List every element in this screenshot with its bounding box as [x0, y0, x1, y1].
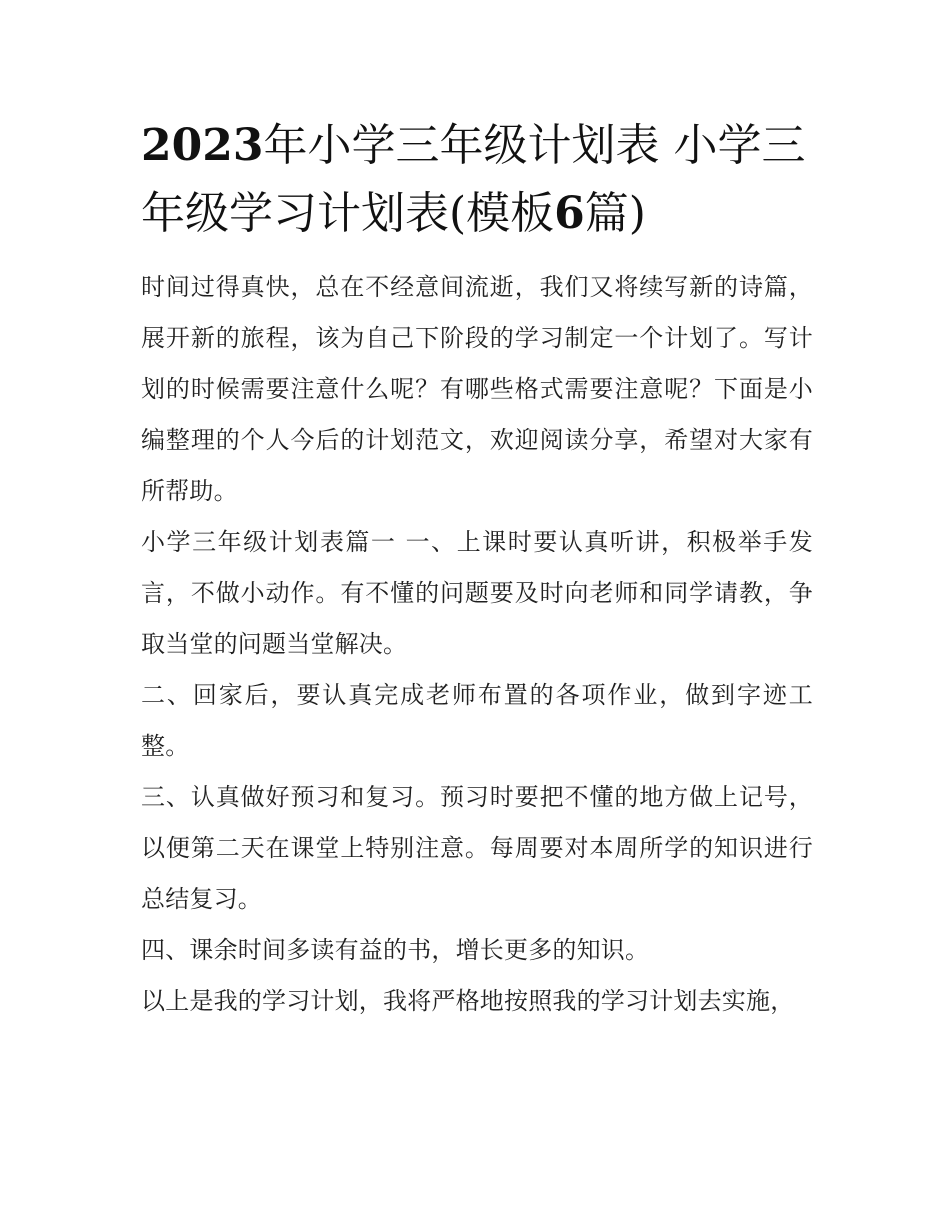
document-title: 2023年小学三年级计划表 小学三年级学习计划表(模板6篇)	[141, 120, 806, 239]
document-page	[141, 112, 813, 1027]
plan-item-4-paragraph: 四、课余时间多读有益的书，增长更多的知识。	[141, 936, 650, 964]
plan-item-1-paragraph: 小学三年级计划表篇一 一、上课时要认真听讲，积极举手发言，不做小动作。有不懂的问题要及时向老师和同学请教，争取当堂的问题当堂解决。	[141, 528, 813, 658]
conclusion-paragraph: 以上是我的学习计划，我将严格地按照我的学习计划去实施，	[141, 987, 795, 1015]
plan-item-2-paragraph: 二、回家后，要认真完成老师布置的各项作业，做到字迹工整。	[141, 681, 813, 760]
intro-paragraph: 时间过得真快，总在不经意间流逝，我们又将续写新的诗篇，展开新的旅程，该为自己下阶段的学习制定一个计划了。写计划的时候需要注意什么呢？有哪些格式需要注意呢？下面是小编整理的个人今后的计划范文，欢迎阅读分享，希望对大家有所帮助。	[141, 273, 813, 505]
plan-item-3-paragraph: 三、认真做好预习和复习。预习时要把不懂的地方做上记号，以便第二天在课堂上特别注意。每周要对本周所学的知识进行总结复习。	[141, 783, 813, 913]
